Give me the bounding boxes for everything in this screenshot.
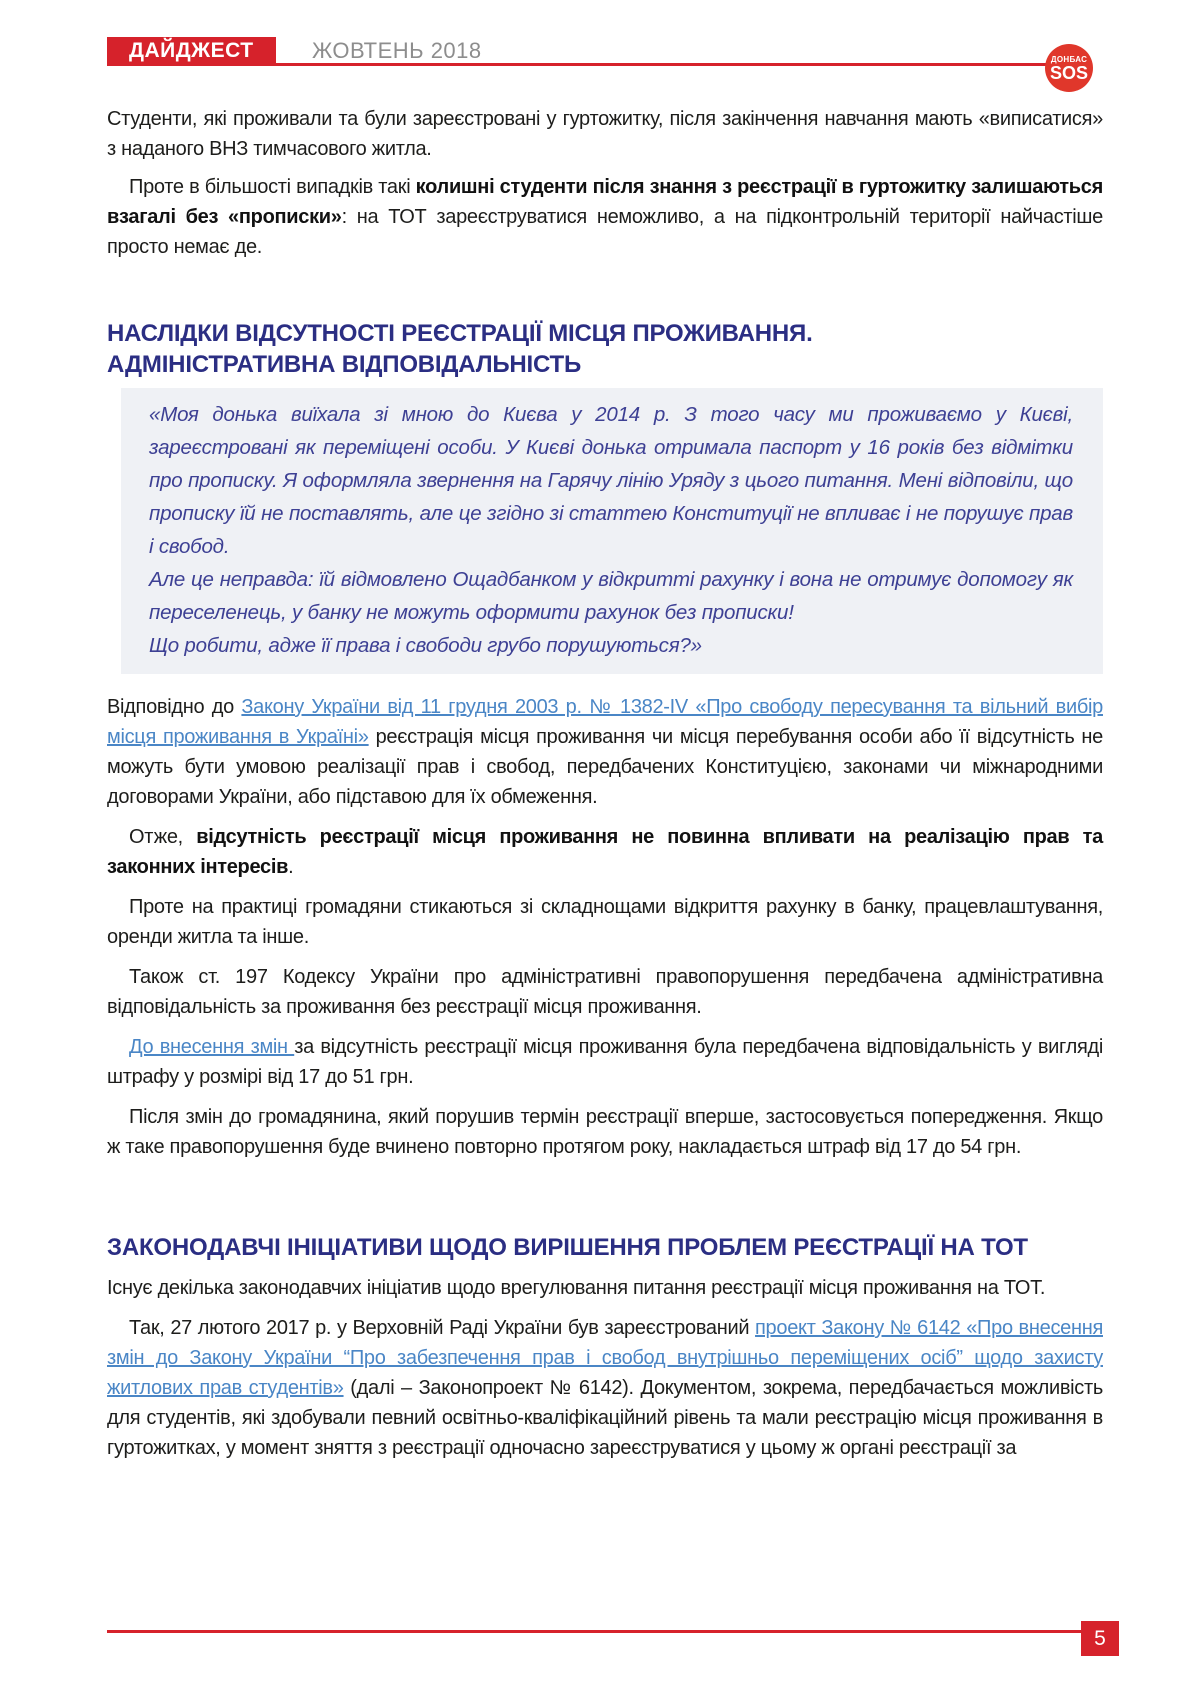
law-pre-text: Відповідно до <box>107 696 242 718</box>
conclusion-post: . <box>288 856 294 878</box>
initiatives-intro-paragraph <box>107 1273 1103 1303</box>
header-rule <box>107 63 1048 66</box>
law-1382-link[interactable]: Закону України від 11 грудня 2003 р. № 1382-IV «Про свободу пересування та вільний вибір місця проживання в Україні» <box>107 696 1103 748</box>
intro-p1-text: Студенти, які проживали та були зареєстровані у гуртожитку, після закінчення навчання мають «виписатися» з наданого ВНЗ тимчасового житла. <box>107 108 1103 160</box>
conclusion-paragraph <box>107 822 1103 882</box>
section-heading-consequences <box>107 318 1103 380</box>
after-amendments-text: Після змін до громадянина, який порушив термін реєстрації вперше, застосовується попередження. Якщо ж таке правопорушення буде вчинено повторно протягом року, накладається штраф від 17 до 54 грн. <box>107 1106 1103 1158</box>
intro-paragraph-2 <box>107 172 1103 262</box>
practice-paragraph <box>107 892 1103 952</box>
quote-paragraph-1: «Моя донька виїхала зі мною до Києва у 2014 р. З того часу ми проживаємо у Києві, зареєстровані як переміщені особи. У Києві донька отримала паспорт у 16 років без відмітки про прописку. Я оформляла звернення на Гарячу лінію Уряду з цього питання. Мені відповіли, що прописку їй не поставлять, але це згідно зі статтею Конституції не впливає і не порушує прав і свобод. <box>149 403 1073 558</box>
section-heading-line2: АДМІНІСТРАТИВНА ВІДПОВІДАЛЬНІСТЬ <box>107 351 582 378</box>
issue-label: ЖОВТЕНЬ 2018 <box>312 38 482 63</box>
law-post-text: реєстрація місця проживання чи місця перебування особи або її відсутність не можуть бути умовою реалізації прав і свобод, передбачених Конституцією, законами чи міжнародними договорами України, або підставою для їх обмеження. <box>107 726 1103 808</box>
logo-top-text: ДОНБАС <box>1050 54 1088 64</box>
page-content <box>107 104 1103 1463</box>
quote-paragraph-3: Що робити, адже її права і свободи грубо порушуються?» <box>149 634 702 657</box>
initiatives-intro-text: Існує декілька законодавчих ініціатив щодо врегулювання питання реєстрації місця проживання на ТОТ. <box>107 1277 1046 1299</box>
bill-6142-pre: Так, 27 лютого 2017 р. у Верховній Раді України був зареєстрований <box>129 1317 756 1339</box>
digest-badge-label: ДАЙДЖЕСТ <box>129 39 254 62</box>
conclusion-bold: відсутність реєстрації місця проживання не повинна впливати на реалізацію прав та законних інтересів <box>107 826 1103 878</box>
intro-p2-post: : на ТОТ зареєструватися неможливо, а на підконтрольній території найчастіше просто немає де. <box>107 206 1103 258</box>
logo-sos-text: SOS <box>1049 62 1088 83</box>
code-197-paragraph <box>107 962 1103 1022</box>
code-197-text: Також ст. 197 Кодексу України про адміністративні правопорушення передбачена адміністративна відповідальність за проживання без реєстрації місця проживання. <box>107 966 1103 1018</box>
section-heading-initiatives: ЗАКОНОДАВЧІ ІНІЦІАТИВИ ЩОДО ВИРІШЕННЯ ПРОБЛЕМ РЕЄСТРАЦІЇ НА ТОТ <box>107 1234 1028 1261</box>
before-amendments-paragraph <box>107 1032 1103 1092</box>
digest-badge <box>107 37 276 65</box>
after-amendments-paragraph <box>107 1102 1103 1162</box>
before-amendments-text: за відсутність реєстрації місця проживання була передбачена відповідальність у вигляді штрафу у розмірі від 17 до 51 грн. <box>107 1036 1103 1088</box>
quote-paragraph-2: Але це неправда: їй відмовлено Ощадбанком у відкритті рахунку і вона не отримує допомогу як переселенець, у банку не можуть оформити рахунок без прописки! <box>149 568 1073 624</box>
intro-p2-pre: Проте в більшості випадків такі <box>129 176 416 198</box>
intro-paragraph-1 <box>107 104 1103 164</box>
bill-6142-post: (далі – Законопроект № 6142). Документом, зокрема, передбачається можливість для студентів, які здобували певний освітньо-кваліфікаційний рівень та мали реєстрацію місця проживання в гуртожитках, у момент зняття з реєстрації одночасно зареєструватися у цьому ж органі реєстрації за <box>107 1377 1103 1459</box>
law-reference-paragraph <box>107 692 1103 812</box>
amendments-link[interactable]: До внесення змін <box>129 1036 295 1058</box>
footer-rule <box>107 1630 1103 1633</box>
testimonial-quote-block <box>121 388 1103 674</box>
conclusion-pre: Отже, <box>129 826 197 848</box>
bill-6142-paragraph <box>107 1313 1103 1463</box>
section-heading-line1: НАСЛІДКИ ВІДСУТНОСТІ РЕЄСТРАЦІЇ МІСЦЯ ПРОЖИВАННЯ. <box>107 320 813 347</box>
bill-6142-link[interactable]: проект Закону № 6142 «Про внесення змін до Закону України “Про забезпечення прав і свобод внутрішньо переміщених осіб” щодо захисту житлових прав студентів» <box>107 1317 1103 1399</box>
page-number-badge: 5 <box>1081 1621 1119 1656</box>
donbas-sos-logo <box>1045 44 1093 92</box>
practice-text: Проте на практиці громадяни стикаються зі складнощами відкриття рахунку в банку, працевлаштування, оренди житла та інше. <box>107 896 1103 948</box>
intro-p2-bold: колишні студенти після знання з реєстрації в гуртожитку залишаються взагалі без «прописки» <box>107 176 1103 228</box>
